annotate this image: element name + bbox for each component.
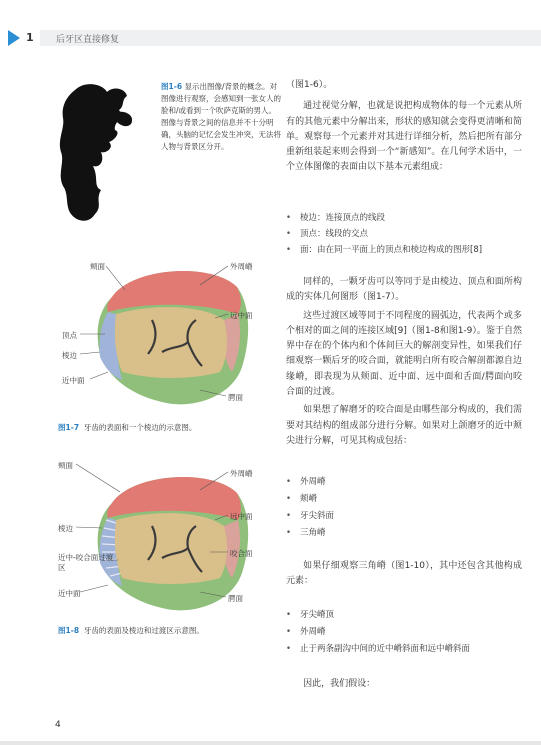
paragraph-visual-decomposition: 通过视觉分解，也就是说把构成物体的每一个元素从所有的其他元素中分解出来，形状的感知就会变得更清晰和简单。观察每一个元素并对其进行详细分析，然后把所有部分重新组装起来则会得到一个“新感知”。在几何学术语中，一个立体图像的表面由以下基本元素组成：: [286, 101, 522, 173]
fig17-caption-text: 牙齿的表面和一个棱边的示意图。: [83, 423, 197, 432]
paragraph-tooth-geometry: 同样的，一颗牙齿可以等同于是由棱边、顶点和面所构成的实体几何图形（图1-7）。: [286, 277, 522, 303]
body-text-end: [286, 677, 522, 692]
fig17-label-lingual: 腭面: [228, 393, 243, 402]
fig17-label-distal: 远中面: [230, 311, 253, 320]
bullet-item: • 顶点：线段的交点: [286, 229, 369, 239]
fig18-caption-text: 牙齿的表面及棱边和过渡区示意图。: [83, 626, 204, 635]
bullet-item: • 牙尖嵴顶: [286, 610, 335, 620]
bullet-item: • 牙尖斜面: [286, 511, 335, 521]
fig16-label: 图1-6: [161, 82, 183, 91]
paragraph-molar-decomposition: 如果想了解磨牙的咬合面是由哪些部分构成的，我们需要对其结构的组成部分进行分解。如果对上颌磨牙的近中颊尖进行分解，可见其构成包括：: [286, 405, 522, 446]
fig17-label-outer-ridge: 外周嵴: [230, 262, 253, 271]
body-text-middle: [286, 275, 522, 449]
paragraph-transition-areas: 这些过渡区域等同于不同程度的圆弧边，代表两个或多个相对的面之间的连接区域[9]（图1-8和图1-9）。鉴于自然界中存在的个体内和个体间巨大的解剖变异性，如果我们仔细观察一颗后牙的咬合面，就能明白所有咬合解剖都源自边缘嵴，即表现为从颊面、近中面、远中面和舌面/腭面向咬合面的过渡。: [286, 310, 522, 398]
fig18-caption: [58, 625, 278, 637]
fig18-label-mesial: 近中面: [58, 589, 81, 598]
paragraph-fig-ref: （图1-6）。: [286, 80, 333, 90]
fig18-label-outer-ridge: 外周嵴: [230, 469, 253, 478]
fig17-number: 图1-7: [58, 423, 80, 432]
fig18-label-occlusal: 咬合面: [230, 549, 253, 558]
fig17-label-mesial: 近中面: [62, 376, 85, 385]
fig18-label-edge: 棱边: [58, 524, 73, 533]
fig18-label-lingual: 腭面: [228, 594, 243, 603]
fig18-label-distal: 远中面: [230, 512, 253, 521]
bullet-item: • 颊嵴: [286, 494, 318, 504]
bullet-item: • 面：由在同一平面上的顶点和棱边构成的图形[8]: [286, 245, 483, 255]
fig17-label-edge: 棱边: [62, 351, 77, 360]
bullet-item: • 外周嵴: [286, 477, 326, 487]
bullet-item: • 止于两条副沟中间的近中嵴斜面和远中嵴斜面: [286, 644, 471, 654]
running-title: 后牙区直接修复: [56, 35, 120, 45]
bullet-item: • 外周嵴: [286, 627, 326, 637]
chapter-number: 1: [26, 31, 34, 44]
fig17-label-buccal: 颊面: [90, 262, 105, 271]
fig18-number: 图1-8: [58, 626, 80, 635]
paragraph-triangular-ridge: 如果仔细观察三角嵴（图1-10），其中还包含其他构成元素：: [286, 561, 522, 587]
fig18-label-buccal: 颊面: [58, 461, 73, 470]
fig17-label-vertex: 顶点: [62, 331, 77, 340]
bullet-item: • 三角嵴: [286, 528, 326, 538]
body-text-lower: [286, 559, 522, 590]
paragraph-assumption: 因此，我们假设：: [303, 679, 376, 689]
page-number: 4: [55, 720, 61, 730]
fig18-label-transition: 近中-咬合面过渡区: [58, 553, 114, 572]
body-text-top: [286, 78, 522, 176]
bottom-rule: [0, 741, 541, 745]
bullet-item: • 棱边：连接顶点的线段: [286, 213, 386, 223]
fig16-text: 显示出图像/背景的概念。对图像进行观察，会感知到一张女人的脸和/或看到一个吹萨克斯的男人。图像与背景之间的信息并不十分明确，头脑的记忆会发生冲突，无法将人物与背景区分开。: [161, 82, 281, 151]
